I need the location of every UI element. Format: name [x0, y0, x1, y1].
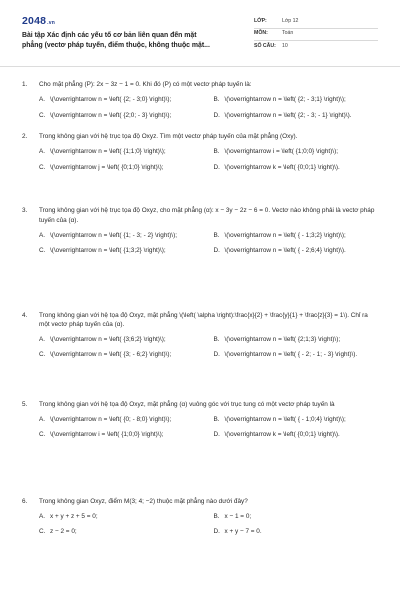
question-item: [22, 132, 380, 172]
option-letter: A.: [39, 336, 46, 344]
answer-options: [39, 231, 380, 256]
meta-label: LỚP:: [254, 17, 267, 24]
option-text: \(\overrightarrow j = \left( {0;1;0} \right)\);: [50, 163, 164, 171]
answer-options: [39, 512, 380, 537]
question-item: [22, 206, 380, 255]
logo-suffix-text: .vn: [47, 20, 55, 26]
answer-option[interactable]: [39, 246, 206, 255]
answer-options: [39, 147, 380, 172]
option-text: \(\overrightarrow n = \left( {1;3;2} \right)\);: [50, 247, 166, 255]
option-text: \(\overrightarrow n = \left( { - 1;0;4} \right)\);: [224, 416, 346, 424]
option-text: \(\overrightarrow n = \left( { - 2;6;4} \right)\).: [224, 247, 346, 255]
answer-option[interactable]: [214, 350, 381, 359]
option-letter: C.: [39, 247, 46, 255]
option-letter: D.: [213, 528, 220, 536]
question-number: 6.: [22, 497, 28, 505]
question-item: [22, 497, 380, 537]
option-text: \(\overrightarrow n = \left( {2; - 3; - 1} \right)\).: [224, 111, 352, 119]
option-text: \(\overrightarrow n = \left( {1;1;0} \right)\);: [50, 148, 166, 156]
answer-option[interactable]: [39, 147, 206, 156]
option-letter: C.: [39, 528, 46, 536]
question-text: Trong không gian với hệ trục tọa độ Oxyz, cho mặt phẳng (α): x − 3y − 2z − 6 = 0. Vectơ nào không phải là vectơ pháp tuyến của (α).: [39, 207, 375, 224]
question-text: Trong không gian với hệ tọa độ Oxyz, mặt phẳng (α) vuông góc với trục tung có một vectơ pháp tuyến là: [39, 400, 335, 408]
answer-option[interactable]: [214, 163, 381, 172]
option-letter: C.: [39, 431, 46, 439]
question-stem: [22, 311, 380, 330]
option-letter: D.: [213, 247, 220, 255]
answer-option[interactable]: [39, 111, 206, 120]
site-logo[interactable]: [22, 14, 55, 29]
answer-options: [39, 335, 380, 360]
question-number: 4.: [22, 311, 28, 319]
option-letter: C.: [39, 163, 46, 171]
option-text: z − 2 = 0;: [50, 528, 77, 536]
option-letter: A.: [39, 232, 46, 240]
option-text: x + y + z + 5 = 0;: [50, 512, 98, 520]
option-text: \(\overrightarrow i = \left( {1;0;0} \right)\);: [50, 431, 164, 439]
option-text: \(\overrightarrow k = \left( {0;0;1} \right)\).: [224, 163, 340, 171]
option-letter: B.: [213, 336, 220, 344]
answer-option[interactable]: [39, 350, 206, 359]
question-text: Trong không gian với hệ trục tọa độ Oxyz. Tìm một vectơ pháp tuyến của mặt phẳng (Oxy).: [39, 133, 298, 141]
option-letter: B.: [213, 96, 220, 104]
option-text: \(\overrightarrow n = \left( { - 2; - 1; - 3} \right)\).: [224, 351, 358, 359]
logo-main-text: 2048: [22, 15, 47, 27]
question-item: [22, 311, 380, 360]
document-title: Bài tập Xác định các yếu tố cơ bản liên quan đến mặt phẳng (vectơ pháp tuyến, điểm thuộc, không thuộc mặt...: [22, 32, 210, 49]
option-letter: D.: [213, 163, 220, 171]
answer-option[interactable]: [214, 95, 381, 104]
option-letter: D.: [213, 111, 220, 119]
option-text: \(\overrightarrow n = \left( {0; - 8;0} \right)\);: [50, 416, 172, 424]
answer-option[interactable]: [214, 111, 381, 120]
option-text: \(\overrightarrow n = \left( { - 1;3;2} \right)\);: [224, 232, 346, 240]
option-text: x − 1 = 0;: [224, 512, 252, 520]
answer-option[interactable]: [214, 512, 381, 521]
meta-row-subject: [254, 29, 378, 42]
option-text: \(\overrightarrow n = \left( {3; - 6;2} \right)\);: [50, 351, 172, 359]
question-number: 3.: [22, 207, 28, 215]
option-letter: B.: [213, 232, 220, 240]
option-letter: B.: [213, 148, 220, 156]
question-stem: [22, 497, 380, 506]
question-item: [22, 80, 380, 120]
answer-option[interactable]: [39, 430, 206, 439]
question-item: [22, 400, 380, 440]
answer-option[interactable]: [39, 163, 206, 172]
option-text: \(\overrightarrow n = \left( {2; - 3;0} \right)\);: [50, 96, 172, 104]
question-number: 2.: [22, 133, 28, 141]
answer-option[interactable]: [214, 147, 381, 156]
option-letter: D.: [213, 351, 220, 359]
question-text: Trong không gian Oxyz, điểm M(3; 4; −2) thuộc mặt phẳng nào dưới đây?: [39, 497, 248, 505]
option-letter: C.: [39, 351, 46, 359]
option-letter: A.: [39, 512, 46, 520]
meta-value: Lớp 12: [282, 17, 299, 24]
option-letter: B.: [213, 512, 220, 520]
answer-option[interactable]: [214, 527, 381, 536]
option-letter: A.: [39, 148, 46, 156]
option-letter: C.: [39, 111, 46, 119]
answer-option[interactable]: [39, 415, 206, 424]
meta-label: SỐ CÂU:: [254, 43, 276, 50]
question-stem: [22, 80, 380, 89]
answer-option[interactable]: [214, 335, 381, 344]
option-letter: A.: [39, 416, 46, 424]
option-text: \(\overrightarrow n = \left( {2;0; - 3} \right)\);: [50, 111, 172, 119]
question-stem: [22, 400, 380, 409]
option-letter: B.: [213, 416, 220, 424]
meta-value: Toán: [282, 30, 294, 37]
option-text: \(\overrightarrow n = \left( {2;1;3} \right)\);: [224, 336, 341, 344]
option-text: \(\overrightarrow n = \left( {1; - 3; - 2} \right)\);: [50, 232, 177, 240]
option-text: \(\overrightarrow n = \left( {3;6;2} \right)\);: [50, 336, 166, 344]
question-stem: [22, 206, 380, 225]
answer-option[interactable]: [214, 415, 381, 424]
option-letter: A.: [39, 96, 46, 104]
question-text: Trong không gian với hệ tọa độ Oxyz, mặt phẳng \(\left( \alpha \right):\frac{x}{2} + \frac{y}{1} + \frac{z}{3} = 1\). Chỉ ra một vectơ pháp tuyến của (α).: [39, 311, 368, 328]
document-header: [22, 14, 378, 62]
answer-option[interactable]: [214, 231, 381, 240]
meta-row-class: [254, 16, 378, 29]
document-meta-table: [254, 16, 378, 54]
question-number: 5.: [22, 400, 28, 408]
meta-row-question-count: [254, 41, 378, 54]
answer-options: [39, 415, 380, 440]
answer-option[interactable]: [214, 246, 381, 255]
question-number: 1.: [22, 81, 28, 88]
option-text: \(\overrightarrow i = \left( {1;0;0} \right)\);: [224, 148, 338, 156]
answer-option[interactable]: [39, 335, 206, 344]
answer-option[interactable]: [39, 512, 206, 521]
question-text: Cho mặt phẳng (P): 2x − 3z − 1 = 0. Khi đó (P) có một vectơ pháp tuyến là:: [39, 81, 252, 88]
option-letter: D.: [213, 431, 220, 439]
meta-value: 10: [282, 43, 288, 50]
answer-option[interactable]: [39, 527, 206, 536]
question-stem: [22, 132, 380, 141]
option-text: \(\overrightarrow n = \left( {2; - 3;1} \right)\);: [224, 96, 346, 104]
meta-label: MÔN:: [254, 30, 268, 37]
answer-option[interactable]: [39, 95, 206, 104]
answer-option[interactable]: [39, 231, 206, 240]
answer-options: [39, 95, 380, 120]
header-divider: [0, 66, 400, 67]
option-text: \(\overrightarrow k = \left( {0;0;1} \right)\).: [224, 431, 340, 439]
option-text: x + y − 7 = 0.: [224, 528, 262, 536]
answer-option[interactable]: [214, 430, 381, 439]
